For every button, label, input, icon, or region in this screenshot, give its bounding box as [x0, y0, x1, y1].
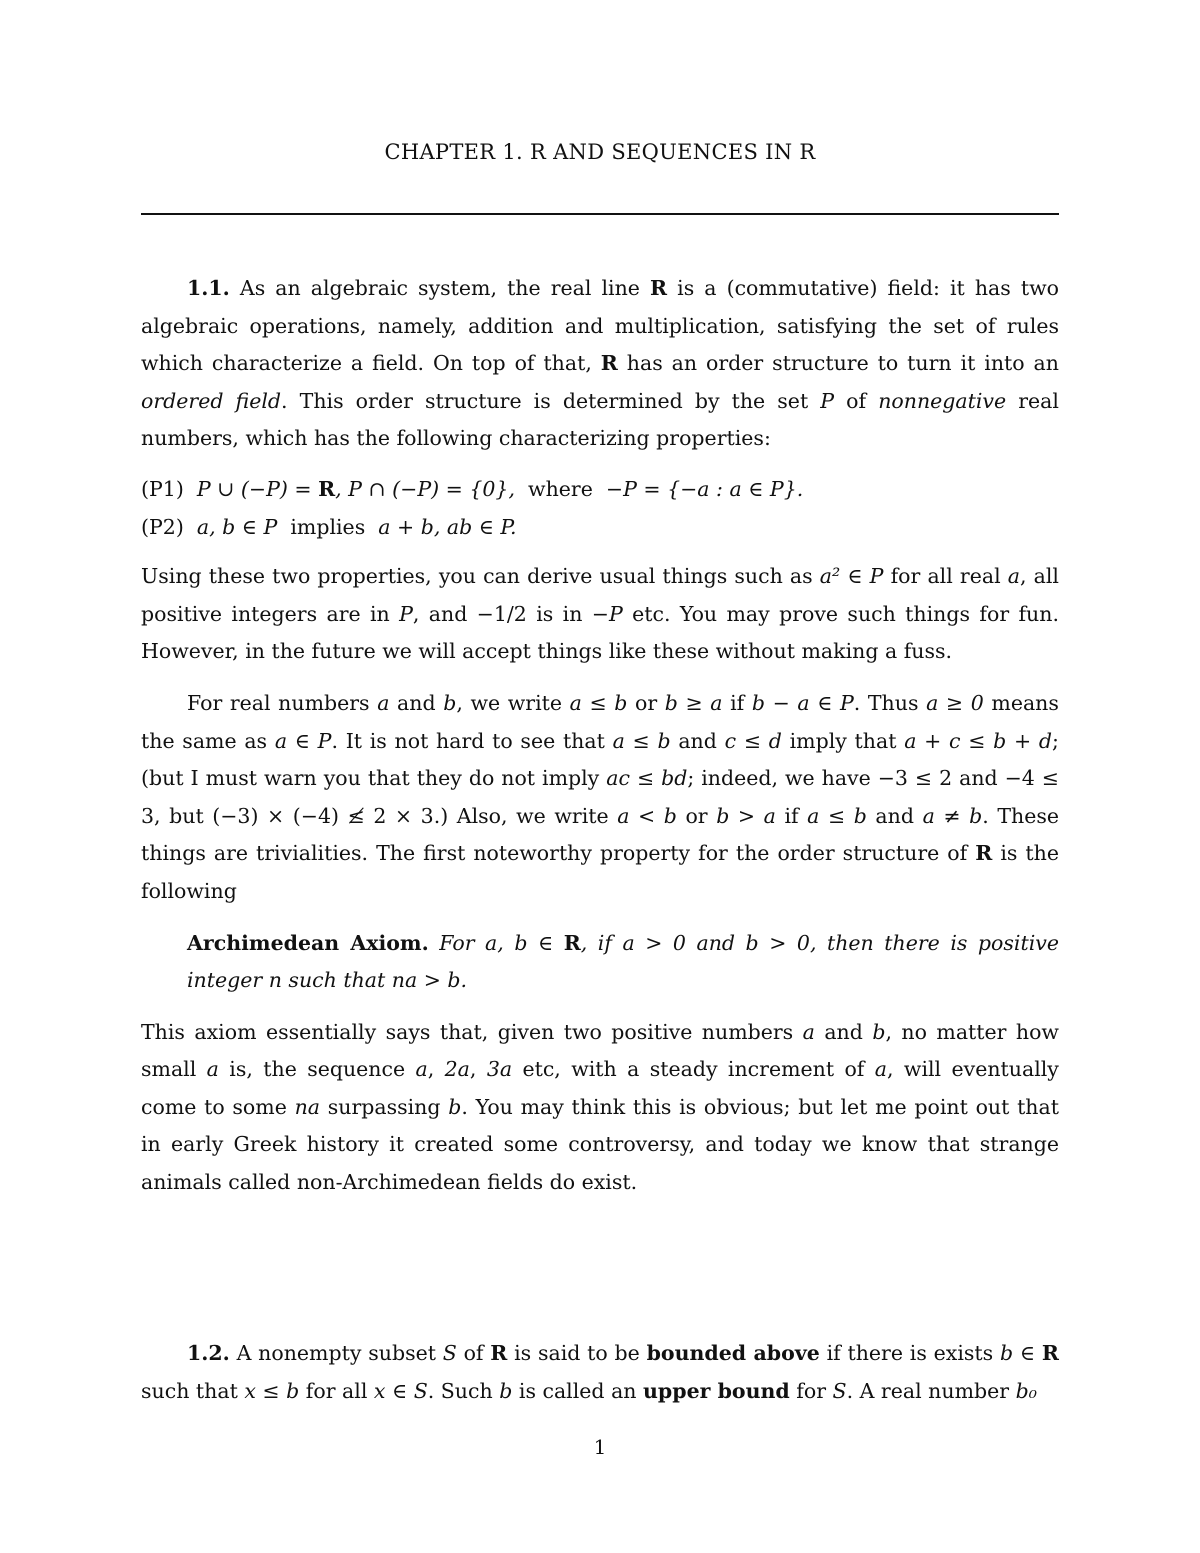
reals-symbol: R [650, 276, 668, 300]
text: . Such [427, 1378, 493, 1403]
math-expression: a ≥ 0 [926, 690, 984, 715]
text: For real numbers [187, 690, 370, 715]
property-p2 [141, 509, 1059, 547]
chapter-title: CHAPTER 1. R AND SEQUENCES IN R [384, 140, 816, 164]
math-expression: a [377, 690, 390, 715]
math-expression: b [443, 690, 457, 715]
text: for all real [890, 564, 1001, 589]
paragraph-bounded-above [141, 1335, 1059, 1410]
reals-symbol: R [563, 930, 581, 955]
text: . A real number [846, 1378, 1010, 1403]
text: or [685, 803, 708, 828]
text: imply that [789, 728, 897, 753]
math-expression: b > a [716, 803, 776, 828]
text: ; indeed, we have −3 ≤ 2 and −4 ≤ 3, but (−3) × (−4) ≰ 2 × 3.) Also, we write [141, 766, 1059, 828]
text: , [469, 1057, 477, 1082]
text: if [784, 803, 799, 828]
paragraph-order [141, 685, 1059, 911]
math-expression: a ∈ P [274, 728, 332, 753]
math-expression: a ≤ b [807, 803, 867, 828]
text: . You may think this is obvious; but let me point out that in early Greek history it created some controversy, and today we know that strange animals called non-Archimedean fields do exist. [141, 1094, 1059, 1195]
text: is the following [141, 841, 1059, 903]
text: for [796, 1378, 826, 1403]
math-expression: x ≤ b [244, 1378, 300, 1403]
math-expression: b₀ [1015, 1378, 1037, 1403]
property-p1 [141, 471, 1059, 509]
archimedean-axiom [141, 925, 1059, 1000]
text: ; (but I must warn you that they do not imply [141, 728, 1059, 791]
math-expression: b [448, 1094, 462, 1119]
emphasis-nonnegative: nonnegative [878, 388, 1007, 413]
math-expression: P [399, 601, 413, 626]
page-number: 1 [593, 1435, 607, 1459]
section-number: 1.2. [187, 1341, 230, 1365]
text: of [463, 1341, 484, 1365]
math-expression: a, b ∈ P [196, 514, 278, 539]
text: , no matter how small [141, 1019, 1059, 1082]
text: or [634, 690, 658, 715]
text: and [678, 728, 717, 753]
reals-symbol: R [600, 351, 618, 376]
math-expression: a [874, 1057, 887, 1082]
math-symbol: P [820, 388, 835, 413]
text: if there is exists [826, 1341, 994, 1365]
term-bounded-above: bounded above [646, 1341, 820, 1365]
text: As an algebraic system, the real line [239, 276, 640, 300]
math-expression: ac ≤ bd [606, 766, 688, 791]
header-rule [141, 213, 1059, 215]
math-expression: b [499, 1378, 513, 1403]
text: where [528, 476, 593, 501]
math-expression: a [802, 1019, 815, 1044]
math-expression: c ≤ d [724, 728, 782, 753]
text: . This order structure is determined by the set [281, 388, 809, 413]
paragraph-axiom-explanation [141, 1014, 1059, 1202]
paragraph-intro [141, 270, 1059, 458]
math-expression: P [608, 601, 623, 626]
text: and [875, 803, 914, 828]
emphasis-ordered-field: ordered field [141, 388, 282, 413]
math-expression: a < b [617, 803, 677, 828]
math-expression: S [832, 1378, 847, 1403]
math-expression: −P = {−a : a ∈ P}. [605, 476, 804, 501]
math-expression: b ≥ a [664, 690, 723, 715]
text: and [824, 1019, 863, 1044]
text: . These things are trivialities. The first noteworthy property for the order structure of [141, 803, 1059, 866]
math-expression: a² ∈ P [819, 564, 884, 589]
math-expression: b − a ∈ P [751, 690, 854, 715]
text: means the same as [141, 690, 1059, 753]
text: , we write [456, 690, 563, 715]
text: etc, with a steady increment of [522, 1057, 865, 1082]
paragraph-consequences [141, 558, 1059, 671]
reals-symbol: R [318, 476, 336, 501]
reals-symbol: R [1041, 1341, 1059, 1365]
text: etc. You may prove such things for fun. However, in the future we will accept things like these without making a fuss. [141, 601, 1059, 664]
text: and [397, 690, 436, 715]
math-expression: P ∪ (−P) = [196, 476, 319, 501]
math-expression: a + c ≤ b + d [904, 728, 1053, 753]
axiom-text: , if a > 0 and b > 0, then there is positive integer n such that na > b. [187, 930, 1059, 993]
math-expression: a [415, 1057, 428, 1082]
text: for all [305, 1378, 368, 1403]
math-expression: S [442, 1341, 457, 1365]
math-expression: a [1007, 564, 1020, 589]
math-expression: 2a [444, 1057, 470, 1082]
text: has an order structure to turn it into an [626, 351, 1059, 376]
property-label: (P2) [141, 514, 184, 539]
math-expression: a + b, ab ∈ P. [378, 514, 517, 539]
text: . It is not hard to see that [331, 728, 605, 753]
text: , will eventually come to some [141, 1057, 1059, 1119]
text: Using these two properties, you can derive usual things such as [141, 564, 813, 589]
text: if [730, 690, 745, 715]
section-1-1 [141, 270, 1059, 1202]
text: real numbers, which has the following characterizing properties: [141, 388, 1059, 451]
text: such that [141, 1378, 238, 1403]
reals-symbol: R [975, 841, 993, 866]
text: is, the sequence [229, 1057, 406, 1082]
section-number: 1.1. [187, 276, 230, 300]
math-expression: , P ∩ (−P) = {0}, [335, 476, 515, 501]
section-1-2 [141, 1335, 1059, 1410]
math-expression: 3a [486, 1057, 513, 1082]
text: is a (commutative) field: it has two algebraic operations, namely, addition and multiplication, satisfying the set of rules which characterize a field. On top of that, [141, 276, 1059, 376]
text: of [846, 388, 867, 413]
math-expression: b [872, 1019, 886, 1044]
axiom-title: Archimedean Axiom. [187, 930, 429, 955]
math-expression: x ∈ S [373, 1378, 428, 1403]
property-label: (P1) [141, 476, 184, 501]
text: implies [290, 514, 366, 539]
text: , all positive integers are in [141, 564, 1059, 626]
math-expression: a ≤ b [612, 728, 671, 753]
text: This axiom essentially says that, given two positive numbers [141, 1019, 794, 1044]
text: surpassing [327, 1094, 441, 1119]
text: A nonempty subset [236, 1341, 436, 1365]
text: is called an [518, 1378, 637, 1403]
text: . Thus [853, 690, 919, 715]
math-expression: a ≤ b [569, 690, 628, 715]
math-expression: na [294, 1094, 320, 1119]
text: is said to be [514, 1341, 640, 1365]
text: , and −1/2 is in − [412, 601, 609, 626]
math-expression: b ∈ [999, 1341, 1036, 1365]
reals-symbol: R [490, 1341, 508, 1365]
axiom-text: For a, b ∈ [439, 930, 554, 955]
term-upper-bound: upper bound [643, 1378, 790, 1403]
text: , [427, 1057, 435, 1082]
math-expression: a ≠ b [922, 803, 983, 828]
math-expression: a [206, 1057, 219, 1082]
